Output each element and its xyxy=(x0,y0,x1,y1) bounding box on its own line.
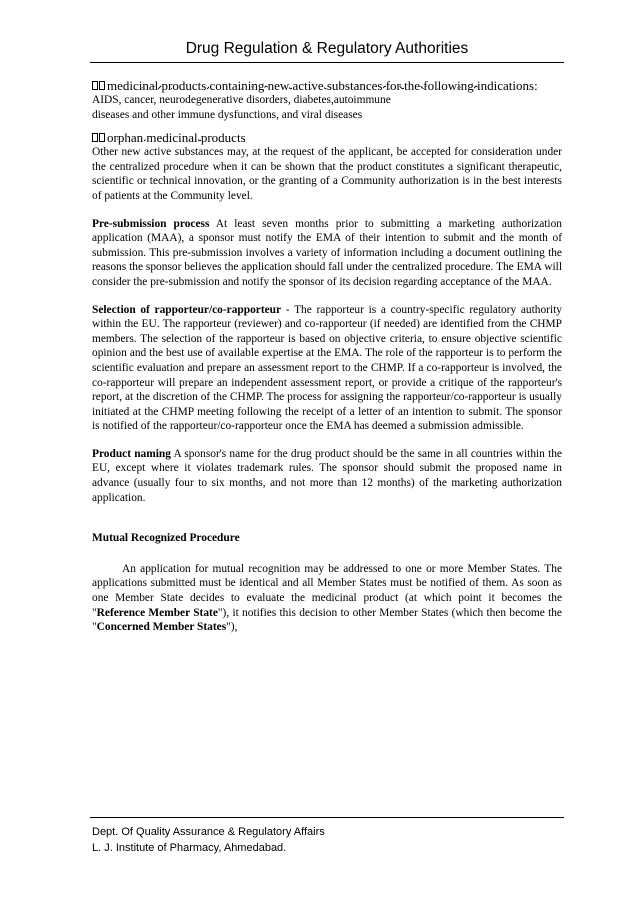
product-naming-heading: Product naming xyxy=(92,447,171,460)
indications-line-1: AIDS, cancer, neurodegenerative disorders, diabetes,autoimmune xyxy=(92,94,391,106)
rapporteur-text: - The rapporteur is a country-specific regulatory authority within the EU. The rapporteur (reviewer) and co-rapporteur (if needed) are identified from the CHMP members. The selection of the rapporteur is based on objective criteria, to ensure objective scientific opinion and the best use of available expertise at the EMA. The role of the rapporteur is to perform the scientific evaluation and prepare an assessment report to the CHMP. If a co-rapporteur is involved, the co-rapporteur will prepare an independent assessment report, or provide a critique of the rapporteur's report, at the discretion of the CHMP. The process for assigning the rapporteur/co-rapporteur is usually initiated at the CHMP meeting following the receipt of a letter of an intention to submit. The sponsor is notified of the rapporteur/co-rapporteur once the EMA has deemed a submission admissible. xyxy=(92,303,562,433)
concerned-member-states-term: Concerned Member States xyxy=(96,621,227,634)
footer-department: Dept. Of Quality Assurance & Regulatory Affairs xyxy=(92,826,325,838)
rapporteur-heading: Selection of rapporteur/co-rapporteur xyxy=(92,303,282,316)
paragraph-product-naming xyxy=(92,447,562,505)
page-header-title: Drug Regulation & Regulatory Authorities xyxy=(185,40,469,57)
bullet-box-icon xyxy=(92,81,105,90)
pre-submission-text: At least seven months prior to submitting a marketing authorization application (MAA), a sponsor must notify the EMA of their intention to submit and the month of submission. This pre-submission involves a variety of information including a document outlining the reasons the sponsor believes the application should fall under the centralized procedure. The EMA will consider the pre-submission and notify the sponsor of its decision regarding acceptance of the MAA. xyxy=(92,217,562,288)
pre-submission-heading: Pre-submission process xyxy=(92,217,210,230)
mutual-text-after: "), xyxy=(226,621,238,634)
mutual-text-middle: "), it notifies this decision to other Member States (which then become the " xyxy=(92,606,562,634)
footer-institute: L. J. Institute of Pharmacy, Ahmedabad. xyxy=(92,842,287,854)
paragraph-pre-submission xyxy=(92,217,562,290)
header-divider xyxy=(90,62,564,63)
bullet-orphan xyxy=(92,130,562,145)
mutual-text-before: An application for mutual recognition may be addressed to one or more Member States. The applications submitted must be identical and all Member States must be notified of them. As soon as one Member State decides to evaluate the medicinal product (at which point it becomes the " xyxy=(92,562,562,619)
reference-member-state-term: Reference Member State xyxy=(96,606,218,619)
document-body xyxy=(92,78,562,648)
bullet-new-substances-label: medicinal products containing new active substances for the following indications: xyxy=(107,78,538,93)
paragraph-mutual-recognition xyxy=(92,562,562,635)
bullet-new-substances xyxy=(92,78,562,93)
indications-line-2: diseases and other immune dysfunctions, and viral diseases xyxy=(92,108,363,121)
bullet-orphan-label: orphan medicinal products xyxy=(107,130,246,146)
paragraph-other-substances: Other new active substances may, at the request of the applicant, be accepted for consideration under the centralized procedure when it can be shown that the product constitutes a significant therapeutic, scientific or technical innovation, or the granting of a Community authorization is in the best interests of patients at the Community level. xyxy=(92,146,562,202)
section-title-mutual-recognition: Mutual Recognized Procedure xyxy=(92,532,240,545)
bullet-box-icon xyxy=(92,133,105,142)
paragraph-rapporteur xyxy=(92,303,562,434)
product-naming-text: A sponsor's name for the drug product should be the same in all countries within the EU, except where it violates trademark rules. The sponsor should submit the proposed name in advance (usually four to six months, and not more than 12 months) of the marketing authorization application. xyxy=(92,447,562,504)
page-footer xyxy=(92,824,562,856)
footer-divider xyxy=(90,817,564,818)
